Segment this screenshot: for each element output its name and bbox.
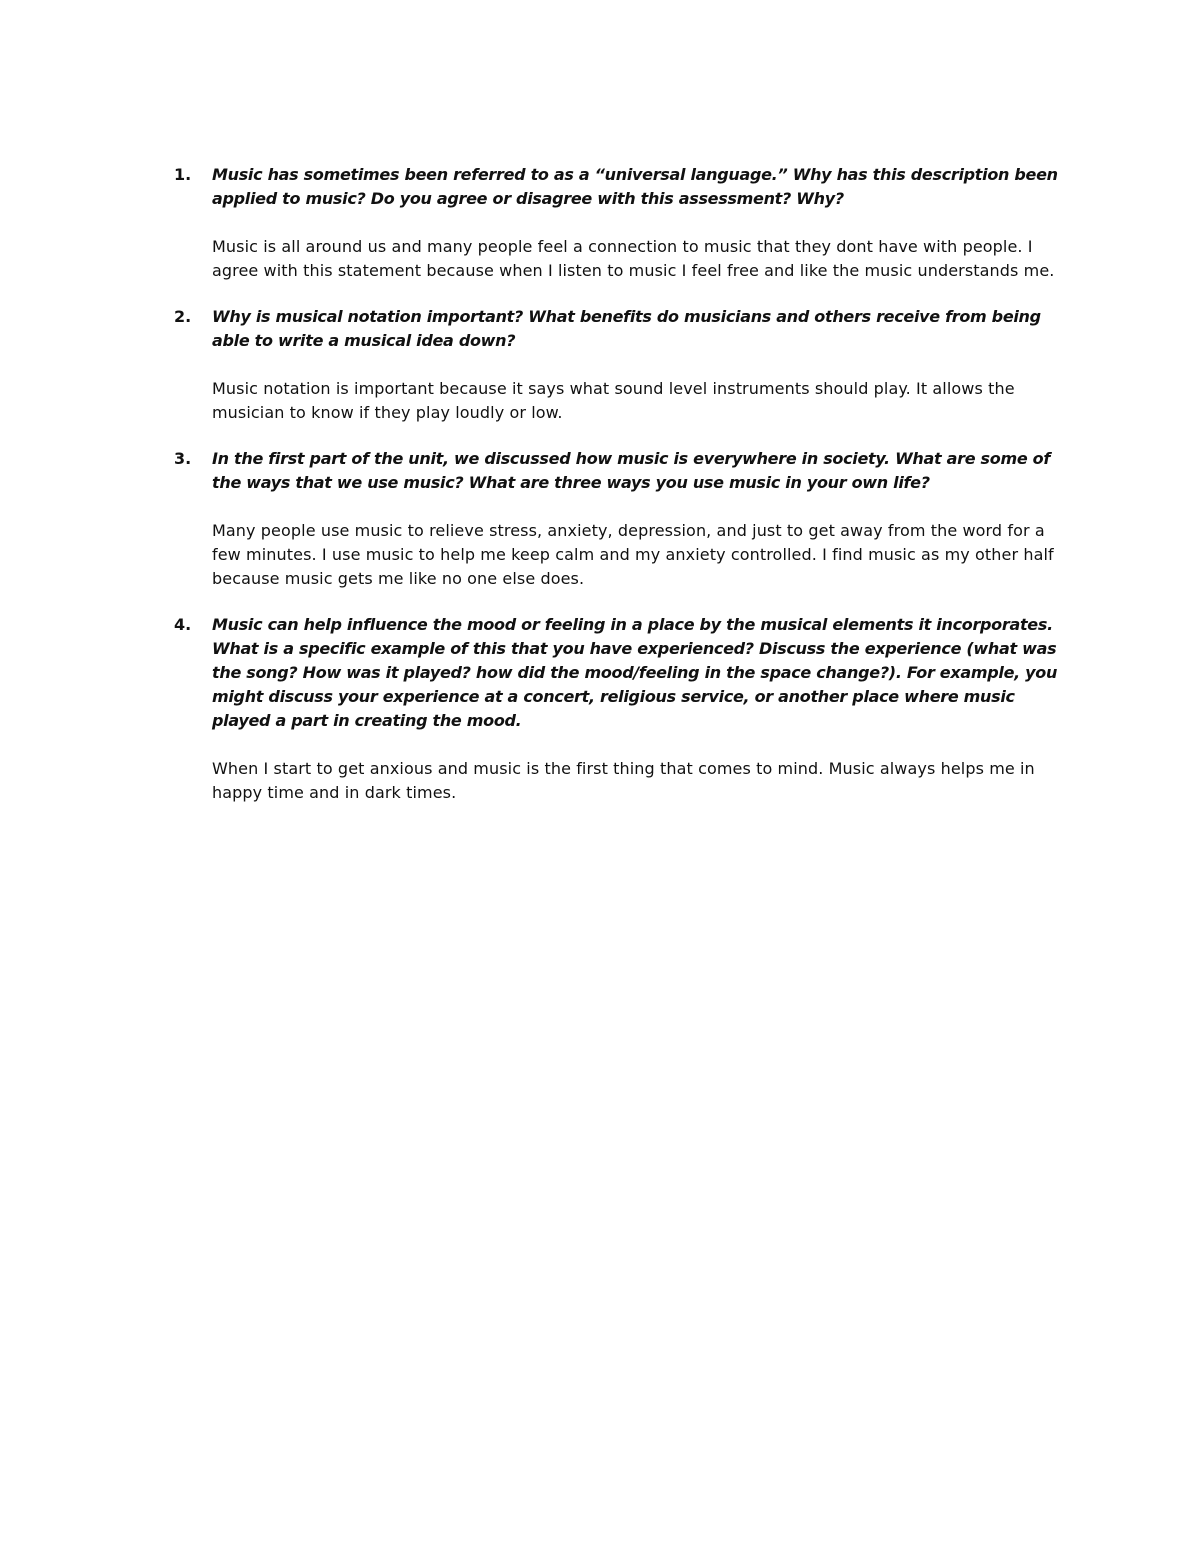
question-item-4 [174,613,1074,805]
question-number: 4. [174,615,192,634]
question-item-1 [174,163,1074,283]
question-text: Music has sometimes been referred to as a “universal language.” Why has this description been applied to music? Do you agree or disagree with this assessment? Why? [212,165,1058,208]
answer-text: Music is all around us and many people feel a connection to music that they dont have with people. I agree with this statement because when I listen to music I feel free and like the music understands me. [212,237,1055,280]
question-number: 2. [174,307,192,326]
question-number: 1. [174,165,192,184]
question-list [174,163,1074,827]
question-text: Why is musical notation important? What benefits do musicians and others receive from being able to write a musical idea down? [212,307,1041,350]
answer-text: Music notation is important because it says what sound level instruments should play. It allows the musician to know if they play loudly or low. [212,379,1015,422]
answer-text: When I start to get anxious and music is the first thing that comes to mind. Music always helps me in happy time and in dark times. [212,759,1035,802]
question-item-3 [174,447,1074,591]
question-number: 3. [174,449,192,468]
answer-text: Many people use music to relieve stress, anxiety, depression, and just to get away from the word for a few minutes. I use music to help me keep calm and my anxiety controlled. I find music as my other half because music gets me like no one else does. [212,521,1054,588]
question-text: Music can help influence the mood or feeling in a place by the musical elements it incorporates. What is a specific example of this that you have experienced? Discuss the experience (what was the song? How was it played? how did the mood/feeling in the space change?). For example, you might discuss your experience at a concert, religious service, or another place where music played a part in creating the mood. [212,615,1058,730]
question-item-2 [174,305,1074,425]
question-text: In the first part of the unit, we discussed how music is everywhere in society. What are some of the ways that we use music? What are three ways you use music in your own life? [212,449,1051,492]
